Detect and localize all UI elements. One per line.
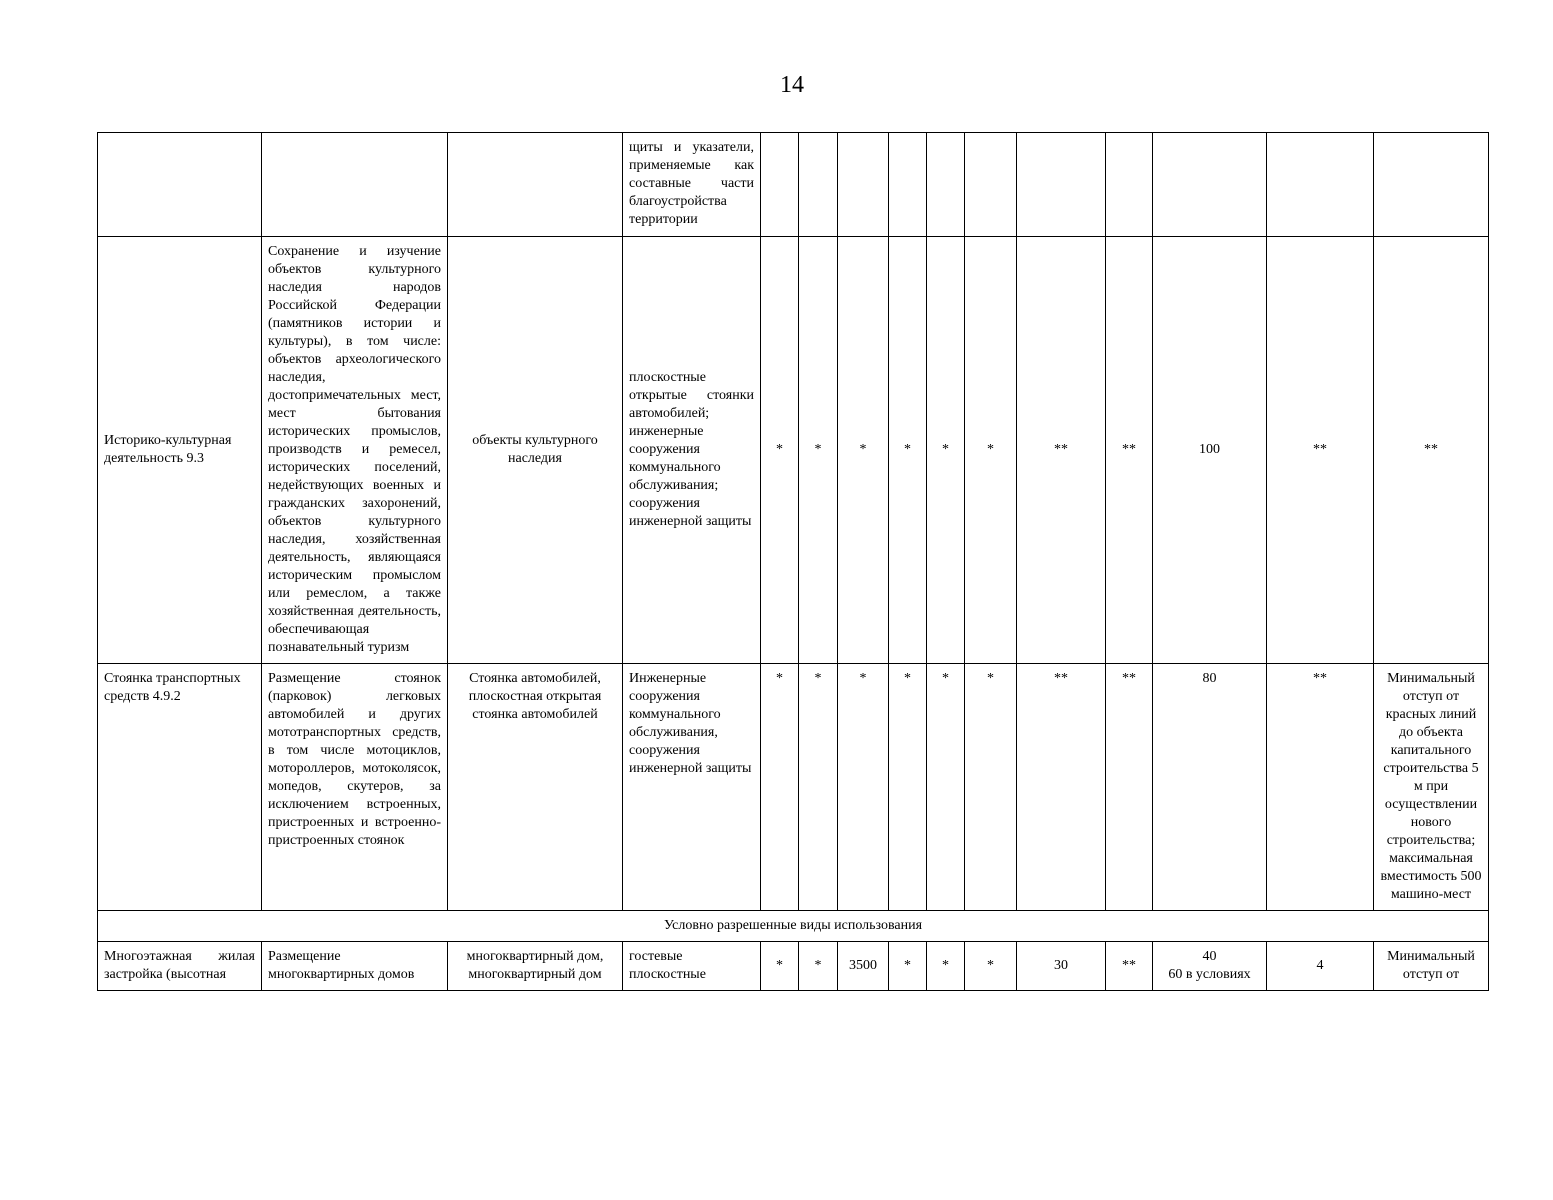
param-cell: * <box>838 664 889 911</box>
param-cell: ** <box>1106 942 1153 991</box>
param-cell: Минимальный отступ от красных линий до объекта капитального строительства 5 м при осуществлении нового строительства; максимальная вместимость 500 машино-мест <box>1374 664 1489 911</box>
param-cell: ** <box>1106 237 1153 664</box>
param-cell: ** <box>1374 237 1489 664</box>
use-type-name: Многоэтажная жилая застройка (высотная <box>98 942 262 991</box>
section-heading: Условно разрешенные виды использования <box>98 911 1489 942</box>
table-row <box>98 133 1489 237</box>
table-row <box>98 664 1489 911</box>
param-cell: * <box>799 237 838 664</box>
param-cell: ** <box>1267 664 1374 911</box>
use-type-name: Стоянка транспортных средств 4.9.2 <box>98 664 262 911</box>
main-objects <box>448 133 623 237</box>
use-type-description: Сохранение и изучение объектов культурного наследия народов Российской Федерации (памятников истории и культуры), в том числе: объектов археологического наследия, достопримечательных мест, мест бытования исторических промыслов, производств и ремесел, исторических поселений, недействующих военных и гражданских захоронений, объектов культурного наследия, хозяйственная деятельность, являющаяся историческим промыслом или ремеслом, а также хозяйственная деятельность, обеспечивающая познавательный туризм <box>262 237 448 664</box>
param-cell: 30 <box>1017 942 1106 991</box>
param-cell <box>1374 133 1489 237</box>
use-type-description: Размещение стоянок (парковок) легковых автомобилей и других мототранспортных средств, в том числе мотоциклов, мотороллеров, мотоколясок, мопедов, скутеров, за исключением встроенных, пристроенных и встроенно-пристроенных стоянок <box>262 664 448 911</box>
auxiliary-objects: щиты и указатели, применяемые как составные части благоустройства территории <box>623 133 761 237</box>
param-cell: * <box>889 942 927 991</box>
param-cell: * <box>799 664 838 911</box>
page-number: 14 <box>780 72 804 98</box>
param-cell: 40 60 в условиях <box>1153 942 1267 991</box>
param-cell: * <box>761 237 799 664</box>
param-cell <box>1267 133 1374 237</box>
param-cell: 3500 <box>838 942 889 991</box>
param-cell <box>838 133 889 237</box>
param-cell: 4 <box>1267 942 1374 991</box>
param-cell: ** <box>1106 664 1153 911</box>
param-cell: * <box>761 942 799 991</box>
use-type-description <box>262 133 448 237</box>
param-cell: ** <box>1017 237 1106 664</box>
auxiliary-objects: гостевые плоскостные <box>623 942 761 991</box>
param-cell <box>889 133 927 237</box>
param-cell <box>1106 133 1153 237</box>
param-cell: * <box>889 237 927 664</box>
param-cell <box>1153 133 1267 237</box>
param-cell: * <box>927 942 965 991</box>
use-type-description: Размещение многоквартирных домов <box>262 942 448 991</box>
use-type-name <box>98 133 262 237</box>
param-cell <box>799 133 838 237</box>
section-heading-row <box>98 911 1489 942</box>
param-cell <box>1017 133 1106 237</box>
auxiliary-objects: плоскостные открытые стоянки автомобилей; инженерные сооружения коммунального обслуживания; сооружения инженерной защиты <box>623 237 761 664</box>
param-cell: ** <box>1267 237 1374 664</box>
main-objects: объекты культурного наследия <box>448 237 623 664</box>
param-cell: * <box>889 664 927 911</box>
param-cell: * <box>761 664 799 911</box>
param-cell: ** <box>1017 664 1106 911</box>
regulations-table <box>97 132 1489 991</box>
param-cell: * <box>965 237 1017 664</box>
param-cell: 80 <box>1153 664 1267 911</box>
param-cell: 100 <box>1153 237 1267 664</box>
param-cell: * <box>965 942 1017 991</box>
param-cell: * <box>927 664 965 911</box>
param-cell <box>927 133 965 237</box>
main-objects: многоквартирный дом, многоквартирный дом <box>448 942 623 991</box>
param-cell <box>965 133 1017 237</box>
param-cell: * <box>838 237 889 664</box>
use-type-name: Историко-культурная деятельность 9.3 <box>98 237 262 664</box>
param-cell: * <box>799 942 838 991</box>
auxiliary-objects: Инженерные сооружения коммунального обслуживания, сооружения инженерной защиты <box>623 664 761 911</box>
param-cell: * <box>927 237 965 664</box>
table-row <box>98 237 1489 664</box>
main-objects: Стоянка автомобилей, плоскостная открытая стоянка автомобилей <box>448 664 623 911</box>
param-cell: Минимальный отступ от <box>1374 942 1489 991</box>
table-row <box>98 942 1489 991</box>
param-cell: * <box>965 664 1017 911</box>
param-cell <box>761 133 799 237</box>
